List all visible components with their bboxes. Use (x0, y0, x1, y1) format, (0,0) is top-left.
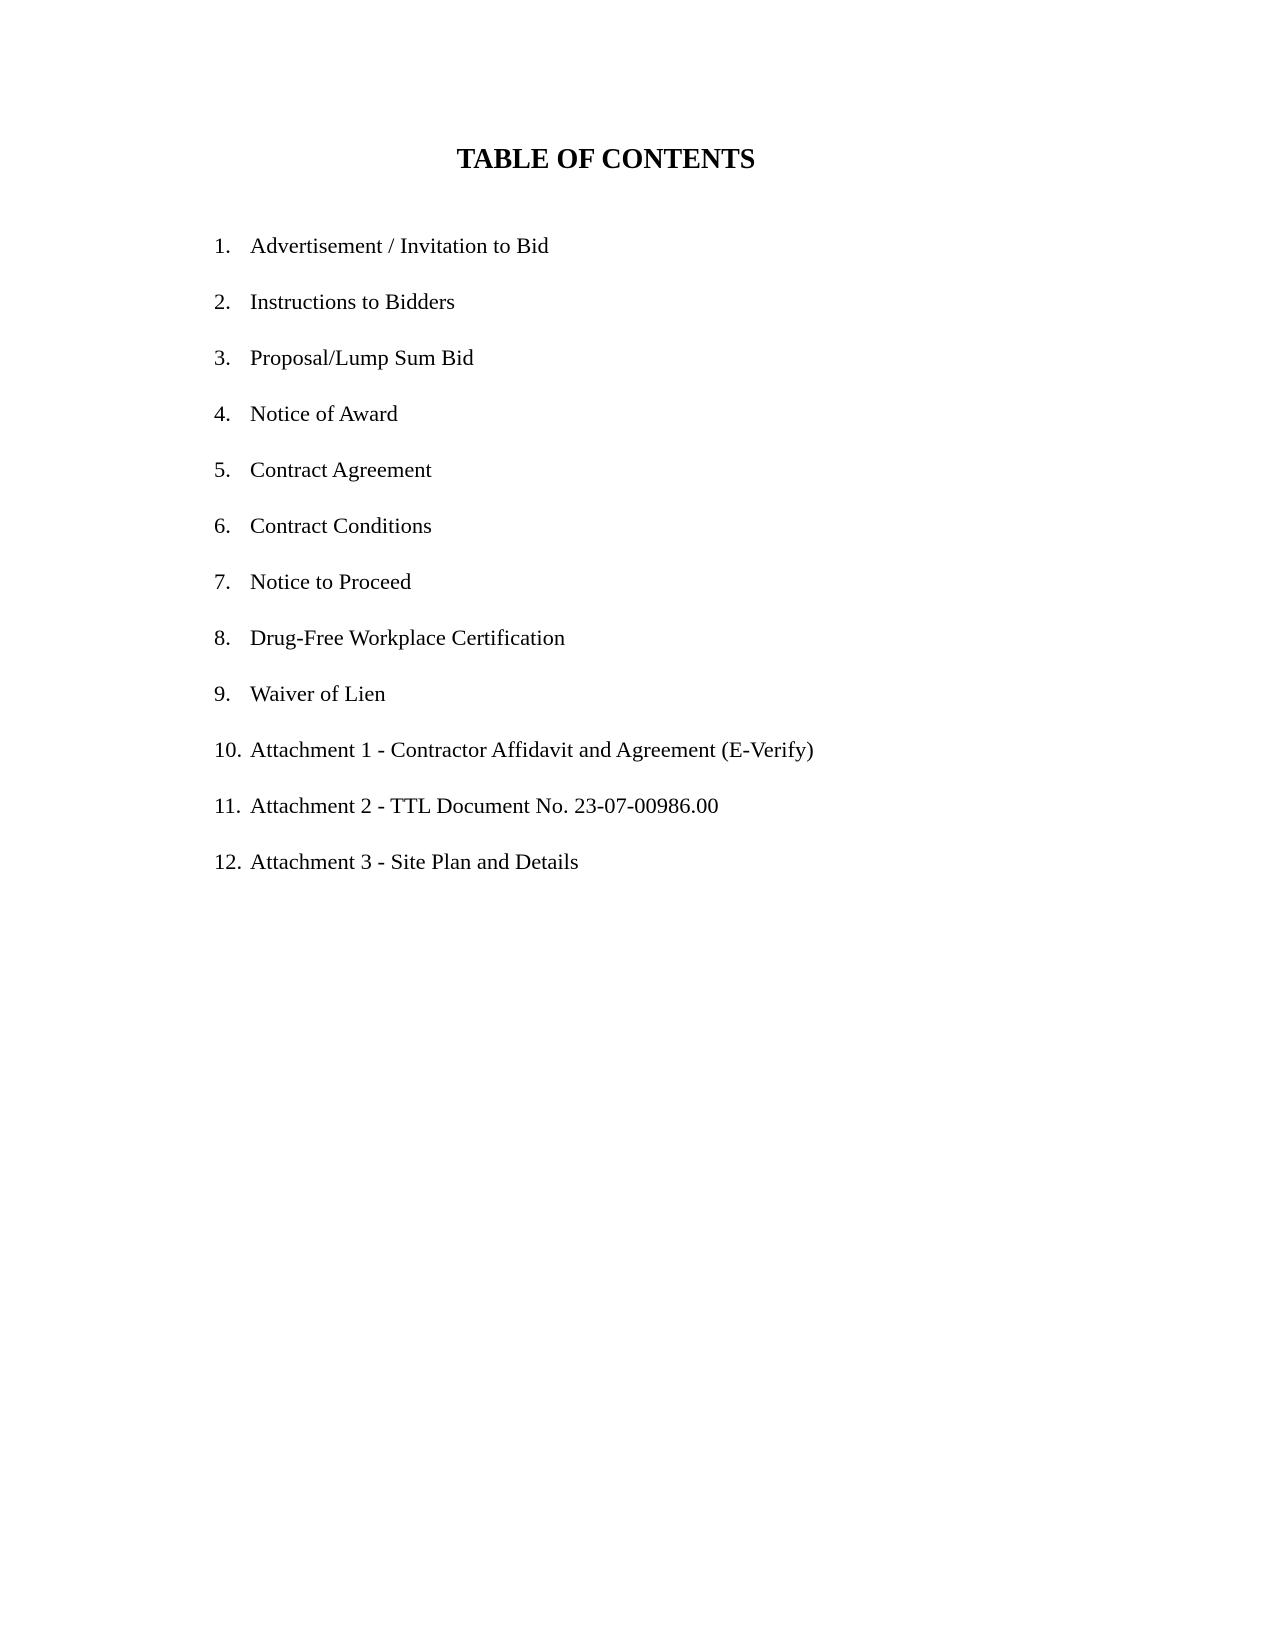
toc-item-number: 2. (214, 289, 231, 314)
toc-item-number: 12. (214, 849, 243, 874)
table-of-contents (214, 218, 814, 890)
toc-item-number: 7. (214, 569, 231, 594)
toc-item (214, 386, 814, 442)
toc-item (214, 330, 814, 386)
toc-item-number: 3. (214, 345, 231, 370)
toc-item-number: 11. (214, 793, 242, 818)
toc-item-text: Notice to Proceed (250, 569, 412, 594)
toc-item-number: 8. (214, 625, 231, 650)
toc-item-text: Attachment 3 - Site Plan and Details (250, 849, 579, 874)
toc-item (214, 498, 814, 554)
toc-item (214, 610, 814, 666)
toc-item-number: 9. (214, 681, 231, 706)
toc-item (214, 834, 814, 890)
page-title: TABLE OF CONTENTS (456, 144, 756, 175)
toc-item (214, 554, 814, 610)
toc-item-text: Drug-Free Workplace Certification (250, 625, 566, 650)
toc-item-number: 1. (214, 233, 231, 258)
toc-item-number: 10. (214, 737, 243, 762)
toc-item (214, 442, 814, 498)
toc-item-text: Waiver of Lien (250, 681, 386, 706)
toc-item (214, 274, 814, 330)
toc-item-text: Attachment 2 - TTL Document No. 23-07-00986.00 (250, 793, 719, 818)
toc-item-text: Advertisement / Invitation to Bid (250, 233, 549, 258)
toc-item-text: Contract Agreement (250, 457, 432, 482)
toc-item-text: Contract Conditions (250, 513, 432, 538)
toc-item-text: Attachment 1 - Contractor Affidavit and Agreement (E-Verify) (250, 737, 814, 762)
toc-item (214, 666, 814, 722)
toc-item (214, 722, 814, 778)
toc-item-number: 5. (214, 457, 231, 482)
toc-item (214, 218, 814, 274)
toc-item (214, 778, 814, 834)
toc-item-text: Notice of Award (250, 401, 398, 426)
toc-item-number: 6. (214, 513, 231, 538)
toc-item-number: 4. (214, 401, 231, 426)
toc-item-text: Proposal/Lump Sum Bid (250, 345, 474, 370)
toc-item-text: Instructions to Bidders (250, 289, 455, 314)
